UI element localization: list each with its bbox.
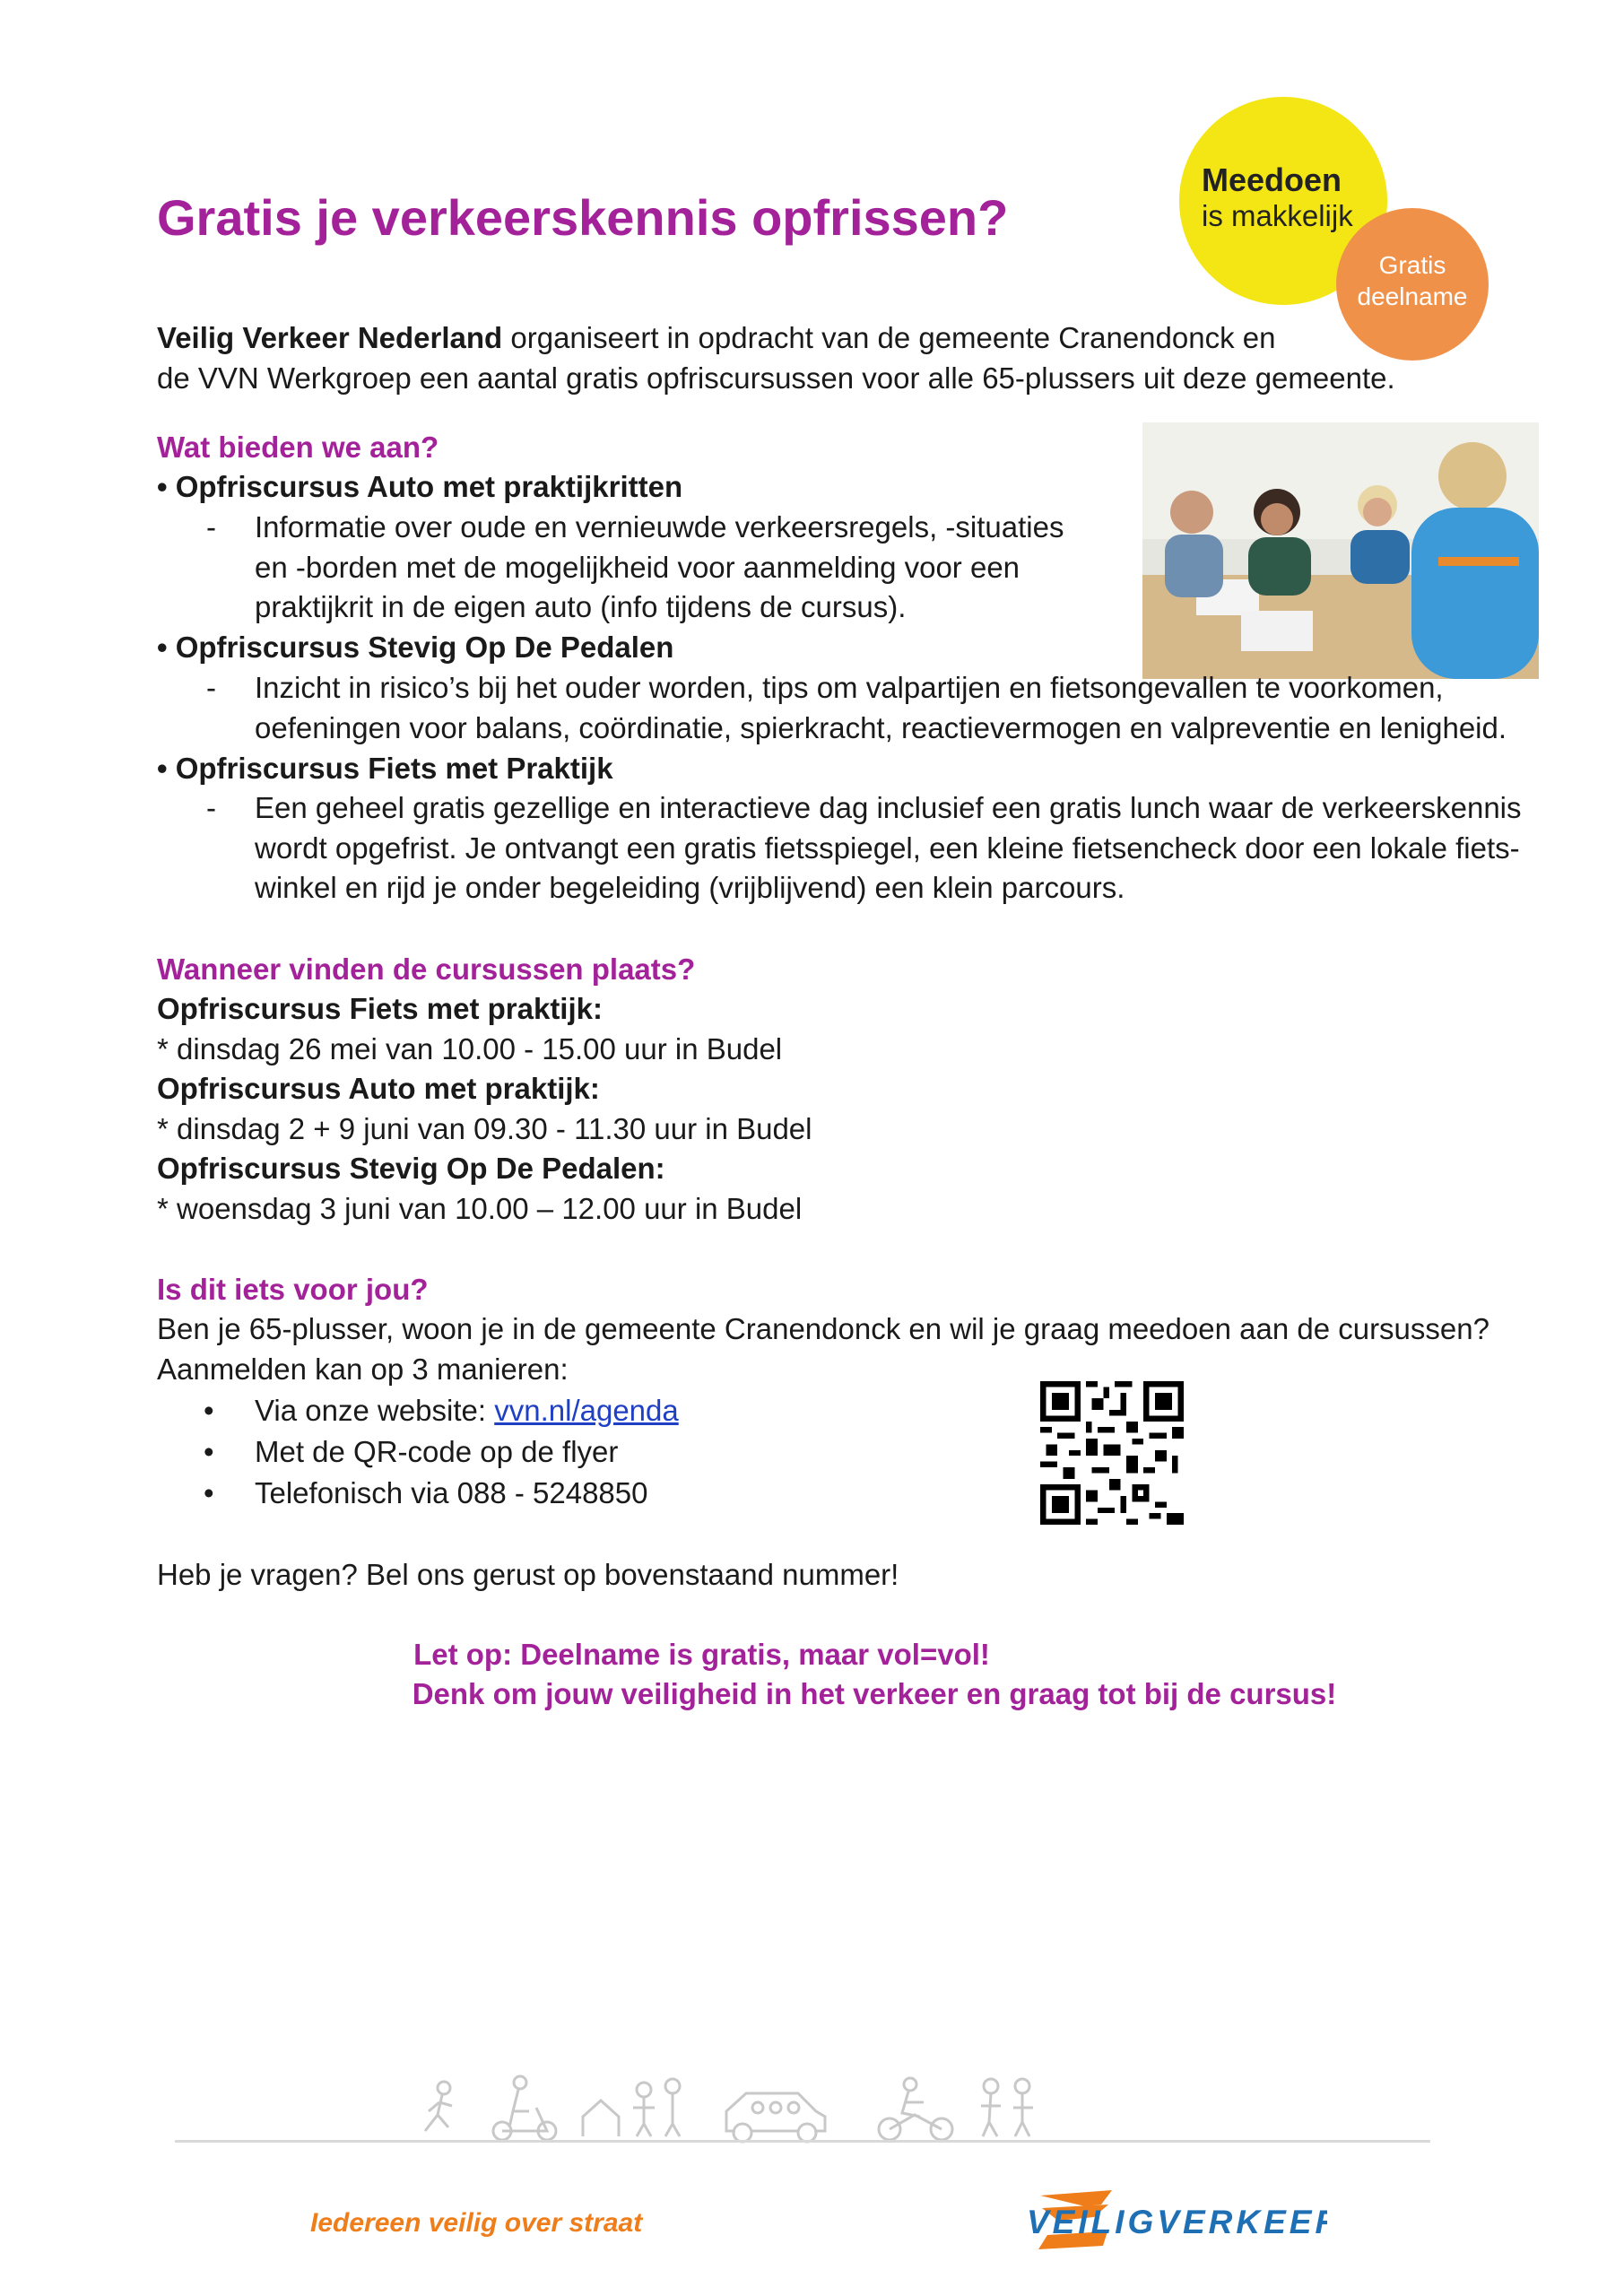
qr-code[interactable] [1040,1381,1184,1525]
cyclist-icon [879,2078,952,2140]
questions-text: Heb je vragen? Bel ons gerust op bovenstaand nummer! [157,1558,899,1591]
logo-text: VEILIGVERKEER [1027,2204,1327,2240]
notice-line2: Denk om jouw veiligheid in het verkeer en graag tot bij de cursus! [412,1677,1337,1710]
badge-line1: Meedoen [1202,161,1342,198]
signup-heading: Is dit iets voor jou? [157,1273,429,1306]
veilig-verkeer-logo [1022,2179,1327,2260]
course-fiets-line: wordt opgefrist. Je ontvangt een gratis fietsspiegel, een kleine fietsencheck door een lokale fiets- [255,831,1520,865]
footer-divider [175,2140,1430,2143]
course-auto-title: • Opfriscursus Auto met praktijkritten [157,470,683,503]
course-auto-desc: - Informatie over oude en vernieuwde verkeersregels, -situaties en -borden met de mogelijkheid voor aanmelding voor een praktijkrit in de eigen auto (info tijdens de cursus). [157,508,1134,628]
intro-line1: organiseert in opdracht van de gemeente Cranendonck en [502,321,1276,354]
course-auto-line: Informatie over oude en vernieuwde verkeersregels, -situaties [255,510,1064,544]
signup-line1: Ben je 65-plusser, woon je in de gemeente Cranendonck en wil je graag meedoen aan de cursussen? [157,1312,1489,1345]
course-pedalen-title: • Opfriscursus Stevig Op De Pedalen [157,631,674,664]
course-fiets-line: winkel en rijd je onder begeleiding (vrijblijvend) een klein parcours. [255,871,1125,904]
runner-icon [425,2082,452,2131]
footer-slogan: Iedereen veilig over straat [310,2208,643,2238]
gratis-badge-line1: Gratis [1378,251,1446,279]
notice-line1: Let op: Deelname is gratis, maar vol=vol! [413,1638,990,1671]
course-pedalen-line: oefeningen voor balans, coördinatie, spierkracht, reactievermogen en valpreventie en lenigheid. [255,710,1507,744]
intro-org: Veilig Verkeer Nederland [157,321,503,354]
schedule-course: Opfriscursus Stevig Op De Pedalen: [157,1152,665,1185]
signup-way-phone: • Telefonisch via 088 - 5248850 [204,1476,648,1509]
family-icon [583,2079,680,2136]
schedule-date: * dinsdag 2 + 9 juni van 09.30 - 11.30 uur in Budel [157,1111,812,1145]
gratis-badge-line2: deelname [1357,283,1468,310]
page-title: Gratis je verkeerskennis opfrissen? [157,189,1009,246]
course-pedalen-desc: - Inzicht in risico’s bij het ouder worden, tips om valpartijen en fietsongevallen te voorkomen, oefeningen voor balans, coördinatie, spierkracht, reactievermogen en valpreventie en lenigheid. [157,668,1556,748]
signup-way-qr: • Met de QR-code op de flyer [204,1435,619,1468]
intro-line2: de VVN Werkgroep een aantal gratis opfriscursussen voor alle 65-plussers uit deze gemeente. [157,361,1395,395]
schedule-heading: Wanneer vinden de cursussen plaats? [157,952,696,986]
course-fiets-desc: - Een geheel gratis gezellige en interactieve dag inclusief een gratis lunch waar de verkeerskennis wordt opgefrist. Je ontvangt een gratis fietsspiegel, een kleine fietsencheck door een lokale fiets- winkel en rijd je onder begeleiding (vrijblijvend) een klein parcours. [157,788,1556,909]
course-auto-line: praktijkrit in de eigen auto (info tijdens de cursus). [255,590,907,623]
course-fiets-title: • Opfriscursus Fiets met Praktijk [157,752,613,785]
course-auto-line: en -borden met de mogelijkheid voor aanmelding voor een [255,550,1020,584]
schedule-course: Opfriscursus Auto met praktijk: [157,1072,600,1105]
offer-heading: Wat bieden we aan? [157,430,439,464]
car-icon [726,2093,825,2142]
schedule-course: Opfriscursus Fiets met praktijk: [157,992,603,1025]
scooter-icon [493,2076,556,2140]
course-fiets-line: Een geheel gratis gezellige en interactieve dag inclusief een gratis lunch waar de verkeerskennis [255,791,1522,824]
signup-line2: Aanmelden kan op 3 manieren: [157,1352,569,1386]
signup-way-website: • Via onze website: vvn.nl/agenda [204,1394,679,1427]
website-link[interactable]: vvn.nl/agenda [494,1394,679,1427]
footer-illustration [413,2072,1175,2144]
gratis-badge-text [1336,249,1489,312]
walker-icon [981,2079,1033,2136]
course-pedalen-line: Inzicht in risico’s bij het ouder worden, tips om valpartijen en fietsongevallen te voorkomen, [255,671,1444,704]
schedule-date: * woensdag 3 juni van 10.00 – 12.00 uur in Budel [157,1191,803,1225]
intro-paragraph [157,318,1484,398]
course-photo [1142,422,1539,679]
badge-line2: is makkelijk [1202,199,1353,232]
schedule-date: * dinsdag 26 mei van 10.00 - 15.00 uur in Budel [157,1031,783,1065]
schedule-list [157,989,812,1229]
website-prefix: Via onze website: [255,1394,495,1427]
